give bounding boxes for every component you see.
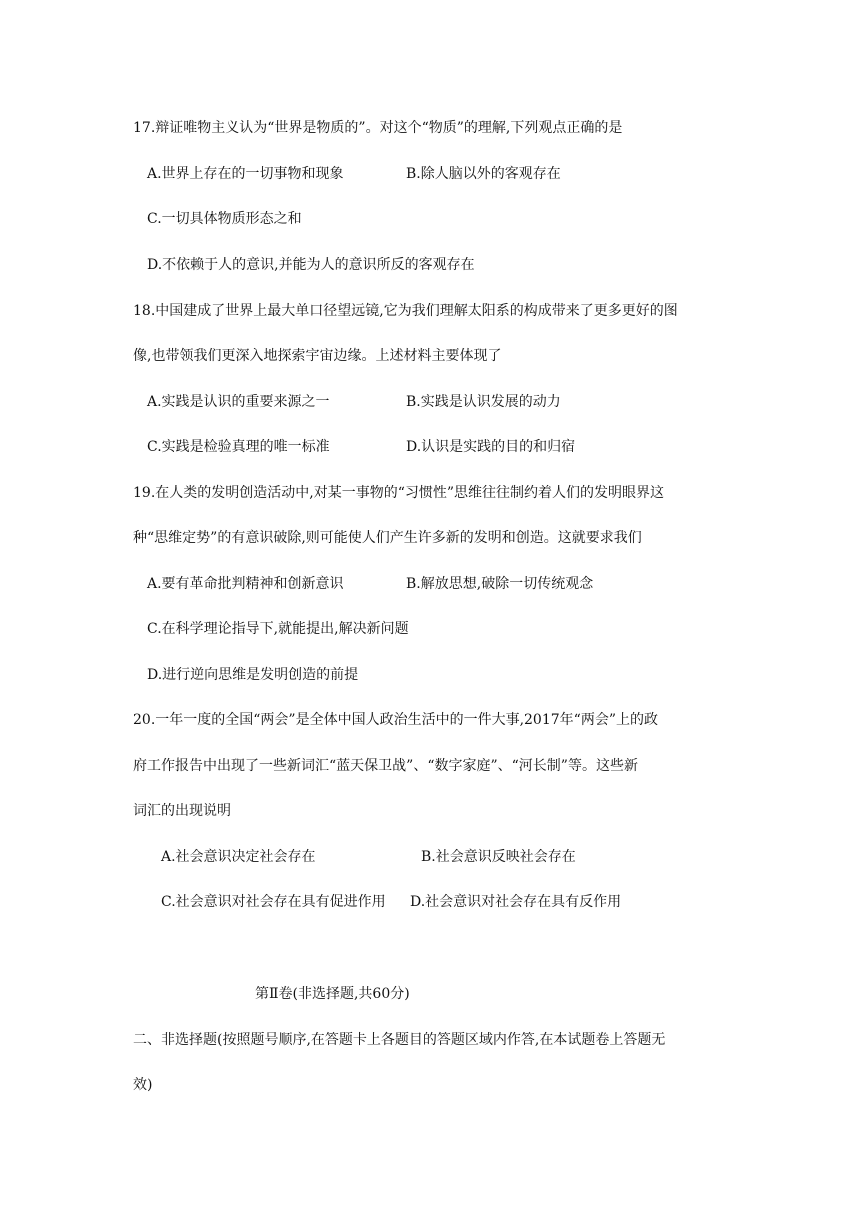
question-17-option-a: A.世界上存在的一切事物和现象 (147, 166, 344, 182)
question-17-option-d: D.不依赖于人的意识,并能为人的意识所反的客观存在 (147, 257, 475, 273)
part-2-instruction-line-1: 二、非选择题(按照题号顺序,在答题卡上各题目的答题区域内作答,在本试题卷上答题无 (133, 1032, 666, 1048)
part-2-title: 第Ⅱ卷(非选择题,共60分) (255, 986, 410, 1002)
question-17-stem: 17.辩证唯物主义认为“世界是物质的”。对这个“物质”的理解,下列观点正确的是 (133, 120, 623, 136)
question-19-option-a: A.要有革命批判精神和创新意识 (147, 576, 344, 592)
question-18-option-b: B.实践是认识发展的动力 (406, 394, 561, 410)
question-20-option-a: A.社会意识决定社会存在 (161, 849, 316, 865)
part-2-instruction-line-2: 效) (133, 1077, 153, 1093)
question-19-option-b: B.解放思想,破除一切传统观念 (406, 576, 594, 592)
question-20-option-c: C.社会意识对社会存在具有促进作用 (161, 894, 386, 910)
question-20-stem-line-1: 20.一年一度的全国“两会”是全体中国人政治生活中的一件大事,2017年“两会”上的政 (133, 712, 658, 728)
question-18-option-d: D.认识是实践的目的和归宿 (406, 439, 576, 455)
question-20-stem-line-2: 府工作报告中出现了一些新词汇“蓝天保卫战”、“数字家庭”、“河长制”等。这些新 (133, 758, 638, 774)
question-18-option-a: A.实践是认识的重要来源之一 (147, 394, 330, 410)
question-18-option-c: C.实践是检验真理的唯一标准 (147, 439, 330, 455)
question-19-stem-line-1: 19.在人类的发明创造活动中,对某一事物的“习惯性”思维往往制约着人们的发明眼界这 (133, 485, 665, 501)
question-20-stem-line-3: 词汇的出现说明 (133, 803, 231, 819)
question-19-option-c: C.在科学理论指导下,就能提出,解决新问题 (147, 621, 409, 637)
question-18-stem-line-2: 像,也带领我们更深入地探索宇宙边缘。上述材料主要体现了 (133, 348, 502, 364)
question-18-stem-line-1: 18.中国建成了世界上最大单口径望远镜,它为我们理解太阳系的构成带来了更多更好的图 (133, 303, 678, 319)
question-19-option-d: D.进行逆向思维是发明创造的前提 (147, 667, 359, 683)
question-20-option-b: B.社会意识反映社会存在 (421, 849, 576, 865)
question-20-option-d: D.社会意识对社会存在具有反作用 (410, 894, 622, 910)
question-19-stem-line-2: 种“思维定势”的有意识破除,则可能使人们产生许多新的发明和创造。这就要求我们 (133, 530, 642, 546)
question-17-option-c: C.一切具体物质形态之和 (147, 211, 302, 227)
question-17-option-b: B.除人脑以外的客观存在 (406, 166, 561, 182)
